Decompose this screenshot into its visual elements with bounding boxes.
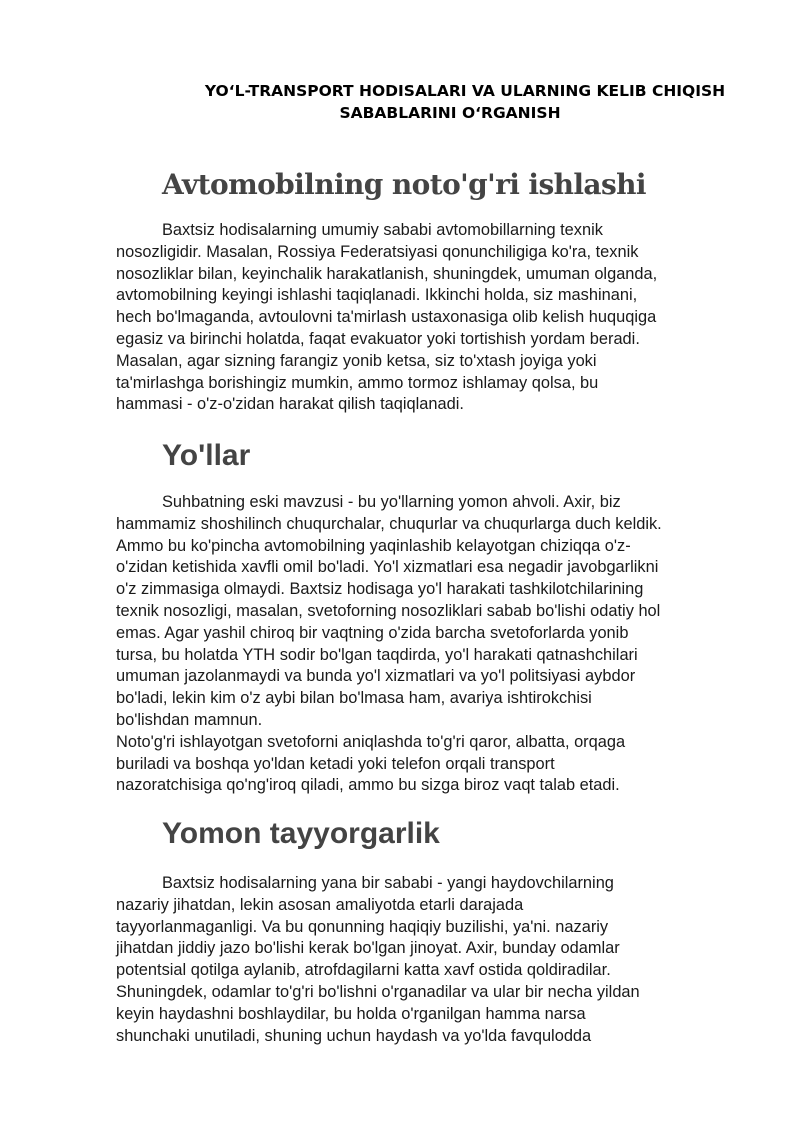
section-paragraph-poor-training xyxy=(116,873,796,1047)
section-heading-poor-training: Yomon tayyorgarlik xyxy=(162,817,440,850)
paragraph-line: Baxtsiz hodisalarning umumiy sababi avtomobillarning texnik xyxy=(162,221,603,239)
paragraph-line: o'zidan ketishida xavfli omil bo'ladi. Yo'l xizmatlari esa negadir javobgarlikni xyxy=(116,558,659,577)
paragraph-line: keyin haydashni boshlaydilar, bu holda o'rganilgan hamma narsa xyxy=(116,1004,586,1023)
paragraph-line: umuman jazolanmaydi va bunda yo'l xizmatlari va yo'l politsiyasi aybdor xyxy=(116,667,636,686)
document-title xyxy=(100,80,800,124)
document-title-line-1: YO‘L-TRANSPORT HODISALARI VA ULARNING KELIB CHIQISH xyxy=(204,82,726,100)
paragraph-line: buriladi va boshqa yo'ldan ketadi yoki telefon orqali transport xyxy=(116,754,555,773)
section-heading-roads: Yo'llar xyxy=(162,439,251,472)
paragraph-line: shunchaki unutiladi, shuning uchun haydash va yo'lda favqulodda xyxy=(116,1026,592,1045)
paragraph-line: Masalan, agar sizning farangiz yonib ketsa, siz to'xtash joyiga yoki xyxy=(116,351,597,370)
paragraph-line: tursa, bu holatda YTH sodir bo'lgan taqdirda, yo'l harakati qatnashchilari xyxy=(116,645,638,664)
paragraph-line: ta'mirlashga borishingiz mumkin, ammo tormoz ishlamay qolsa, bu xyxy=(116,373,599,392)
paragraph-line: Noto'g'ri ishlayotgan svetoforni aniqlashda to'g'ri qaror, albatta, orqaga xyxy=(116,732,626,751)
paragraph-line: o'z zimmasiga olmaydi. Baxtsiz hodisaga yo'l harakati tashkilotchilarining xyxy=(116,580,644,599)
paragraph-line: hammasi - o'z-o'zidan harakat qilish taqiqlanadi. xyxy=(116,395,464,414)
paragraph-line: egasiz va birinchi holatda, faqat evakuator yoki tortishish yordam beradi. xyxy=(116,329,640,348)
section-paragraph-roads xyxy=(116,492,796,797)
section-paragraph-car-malfunction xyxy=(116,220,796,416)
paragraph-line: Baxtsiz hodisalarning yana bir sababi - yangi haydovchilarning xyxy=(162,874,614,892)
paragraph-line: bo'lishdan mamnun. xyxy=(116,710,263,729)
paragraph-line: avtomobilning keyingi ishlashi taqiqlanadi. Ikkinchi holda, siz mashinani, xyxy=(116,286,638,305)
paragraph-line: Shuningdek, odamlar to'g'ri bo'lishni o'rganadilar va ular bir necha yildan xyxy=(116,982,640,1001)
paragraph-line: Suhbatning eski mavzusi - bu yo'llarning yomon ahvoli. Axir, biz xyxy=(162,493,621,511)
paragraph-line: emas. Agar yashil chiroq bir vaqtning o'zida barcha svetoforlarda yonib xyxy=(116,623,629,642)
section-heading-car-malfunction: Avtomobilning noto'g'ri ishlashi xyxy=(162,168,646,201)
paragraph-line: hech bo'lmaganda, avtoulovni ta'mirlash ustaxonasiga olib kelish huquqiga xyxy=(116,308,657,327)
paragraph-line: jihatdan jiddiy jazo bo'lishi kerak bo'lgan jinoyat. Axir, bunday odamlar xyxy=(116,939,620,958)
paragraph-line: bo'ladi, lekin kim o'z aybi bilan bo'lmasa ham, avariya ishtirokchisi xyxy=(116,689,592,708)
paragraph-line: hammamiz shoshilinch chuqurchalar, chuqurlar va chuqurlarga duch keldik. xyxy=(116,514,662,533)
paragraph-line: Ammo bu ko'pincha avtomobilning yaqinlashib kelayotgan chiziqqa o'z- xyxy=(116,536,631,555)
paragraph-line: nosozliklar bilan, keyinchalik harakatlanish, shuningdek, umuman olganda, xyxy=(116,264,658,283)
paragraph-line: potentsial qotilga aylanib, atrofdagilarni katta xavf ostida qoldiradilar. xyxy=(116,961,611,980)
document-title-line-2: SABABLARINI O‘RGANISH xyxy=(339,104,561,122)
paragraph-line: texnik nosozligi, masalan, svetoforning nosozliklari sabab bo'lishi odatiy hol xyxy=(116,601,661,620)
paragraph-line: tayyorlanmaganligi. Va bu qonunning haqiqiy buzilishi, ya'ni. nazariy xyxy=(116,917,609,936)
paragraph-line: nazariy jihatdan, lekin asosan amaliyotda etarli darajada xyxy=(116,895,524,914)
paragraph-line: nazoratchisiga qo'ng'iroq qiladi, ammo bu sizga biroz vaqt talab etadi. xyxy=(116,776,620,795)
paragraph-line: nosozligidir. Masalan, Rossiya Federatsiyasi qonunchiligiga ko'ra, texnik xyxy=(116,242,639,261)
